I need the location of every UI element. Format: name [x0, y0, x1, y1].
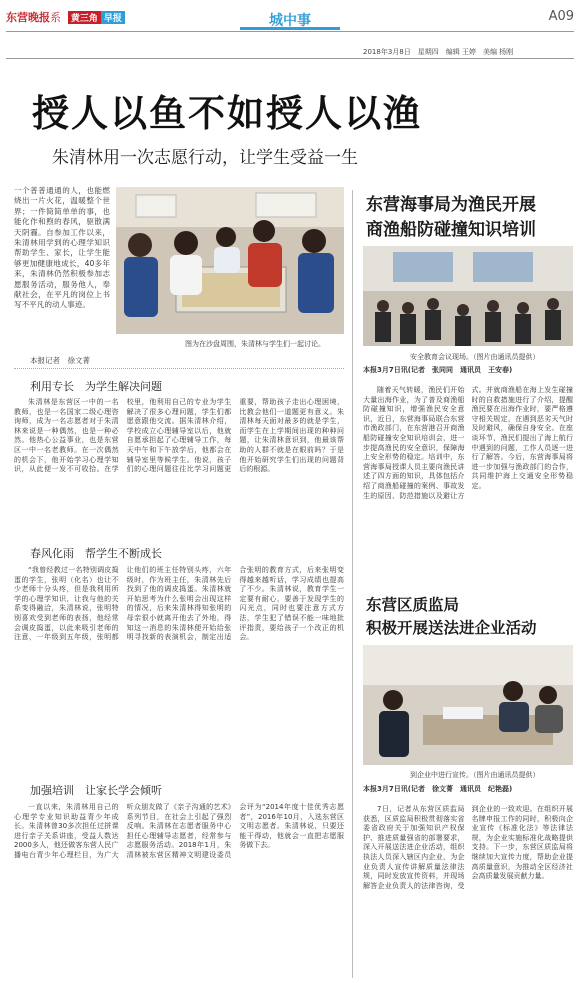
masthead-logo [6, 9, 125, 25]
lead-section3-body [14, 803, 344, 978]
article3-title-line1: 东营区质监局 [366, 596, 460, 614]
logo-suffix: 系 [50, 11, 61, 24]
article2-title-line2: 商渔船防碰撞知识培训 [366, 220, 536, 240]
header-rule [6, 31, 574, 32]
meeting-photo-image [363, 246, 573, 346]
article3-photo [363, 645, 573, 765]
article2-byline: 本报3月7日讯(记者 张同同 通讯员 王安春) [363, 366, 513, 374]
page-number: A09 [548, 9, 574, 24]
column-separator [352, 190, 353, 978]
lead-subtitle: 朱清林用一次志愿行动，让学生受益一生 [52, 148, 358, 168]
lead-photo-caption: 图为在沙盘周围，朱清林与学生们一起讨论。 [185, 340, 325, 348]
divider [14, 368, 344, 369]
header-rule-2 [6, 58, 574, 59]
article3-title-line2: 积极开展送法进企业活动 [366, 619, 537, 637]
badge-left: 黄三角 [68, 11, 101, 24]
article2-body [363, 386, 573, 568]
article2-photo-caption: 安全教育会议现场。（图片由通讯员提供） [410, 353, 540, 361]
article3-body [363, 805, 573, 978]
logo-text: 东营晚报 [6, 11, 50, 24]
lead-intro: 一个普普通通的人，也能燃烧出一片火花，温暖整个世界；一件简简单单的事，也能化作和煦的春风，驱散满天阴霾。自参加工作以来，朱清林用学到的心理学知识帮助学生、家长，让学生能够更加健康地成长，40多年来，朱清林仍然积极参加志愿服务活动，服务他人，奉献社会，在平凡的岗位上书写不平凡的动人事迹。 [14, 186, 110, 310]
article2-title-line1: 东营海事局为渔民开展 [366, 195, 536, 215]
badge-right: 早报 [101, 11, 125, 24]
lead-byline: 本报记者 徐文菁 [30, 356, 90, 365]
lead-section2-body [14, 566, 344, 768]
classroom-photo-image [116, 187, 344, 334]
article2-text: 随着天气转暖，渔民们开始大量出海作业，为了普及商渔船防碰撞知识，增强渔民安全意识，近日，东营海事局联合东营市渔政部门，在东营港召开商渔船防碰撞安全知识培训会，进一步提高渔民的安全意识，保障海上安全形势的稳定。培训中，东营海事局授课人员主要向渔民讲述了四方面的知识，具体包括介绍了商渔船碰撞的案例、事故发生的原因、防范措施以及避让方式。并就商渔船在海上发生碰撞时的自救措施进行了介绍，提醒渔民要在出海作业时，要严格遵守相关规定，在遇到恶劣天气时及时避风，确保自身安全。在座谈环节，渔民们提出了海上航行中遇到的问题，工作人员逐一进行了解答。今后，东营海事局将进一步加强与渔政部门的合作，共同维护海上交通安全形势稳定。 [363, 386, 573, 500]
lead-section3-text: 一直以来，朱清林用自己的心理学专业知识助益青少年成长。朱清林曾30多次担任过拼课进行亲子关系讲座，受益人数达2000多人，他还做客东营人民广播电台青少年心理栏目，为广大听众朋友做了《亲子沟通的艺术》系列节目，在社会上引起了强烈反响。朱清林在志愿者服务中心担任心理辅导志愿者，经常参与志愿服务活动。2018年1月，朱清林被东营区精神文明建设委员会评为“2014年度十佳优秀志愿者”，2016年10月，入选东营区文明志愿者。朱清林说，只要还能干得动，他就会一直把志愿服务做下去。 [14, 803, 344, 859]
dateline: 2018年3月8日 星期四 编辑 王婷 美编 杨刚 [363, 48, 514, 56]
section-tab [240, 0, 340, 30]
article3-text: 7日，记者从东营区质监局获悉，区质监局积极贯彻落实省委省政府关于加强知识产权保护、推进质量强省的部署要求，深入开展送法进企业活动，组织执法人员深入辖区内企业，为企业负责人宣传讲解质量法律法规，同时发放宣传资料，并现场解答企业负责人的法律咨询，受到企业的一致欢迎。在组织开展名牌申报工作的同时，积极向企业宣传《标准化法》等法律法规，为企业实施标准化战略提供支持。下一步，东营区质监局将继续加大宣传力度，帮助企业提高质量意识，为推动全区经济社会高质量发展贡献力量。 [363, 805, 573, 890]
article2-photo [363, 246, 573, 346]
lead-section1-body [14, 398, 344, 530]
lead-section2-text: “我曾经教过一名特别调皮捣蛋的学生，张明（化名）也让不少老师十分头疼，但是我利用所学的心理学知识，让我与他的关系变得融洽，朱清林说，张明特别喜欢受到老师的表扬，他经常会调皮捣蛋，以此来吸引老师的注意，一年级到五年级，张明都让他们的班主任特别头疼，六年级时，作为班主任，朱清林先后找到了他的调皮捣蛋。朱清林就开始思考为什么张明会出现这样的情况，后来朱清林得知张明的母亲很小就离开他去了外地，得知这一消息的朱清林便开始给张明寻找新的表演机会，制定出适合张明的教育方式，后来张明变得越来越听话，学习成绩也提高了不少。朱清林说，教育学生一定要有耐心，要善于发现学生的闪光点，同时也要注意方式方法，学生犯了错误不能一味地批评指责，要给孩子一个改正的机会。 [14, 566, 344, 642]
section-name: 城中事 [269, 13, 311, 29]
lead-title: 授人以鱼不如授人以渔 [32, 92, 422, 135]
lead-photo [116, 187, 344, 334]
lead-section1-head: 利用专长 为学生解决问题 [30, 380, 162, 393]
office-photo-image [363, 645, 573, 765]
article3-byline: 本报3月7日讯(记者 徐文菁 通讯员 纪艳磊) [363, 785, 513, 793]
lead-section3-head: 加强培训 让家长学会倾听 [30, 784, 162, 797]
lead-section2-head: 春风化雨 帮学生不断成长 [30, 547, 162, 560]
article3-photo-caption: 到企业中进行宣传。（图片由通讯员提供） [410, 771, 540, 779]
lead-section1-text: 朱清林是东营区一中的一名教师，也是一名国家二级心理咨询师，成为一名志愿者对于朱清林来说是一种偶然，也是一种必然。他热心公益事业，也是东营区一中一名老教师。在一次偶然的机会下，他开始学习心理学知识，从此便一发不可收拾。在学校里，他利用自己的专业为学生解决了很多心理问题，学生们都愿意跟他交流。据朱清林介绍，学校成立心理辅导室以后，他就自愿承担起了心理辅导工作，每天中午和下午放学后，他都会在辅导室里等候学生。他说，孩子们的心理问题往往比学习问题更重要，帮助孩子走出心理困境，比教会他们一道题更有意义。朱清林每天面对最多的就是学生，而学生在上学期间出现的种种问题，让朱清林意识到，他最该帮助的人群不就是在眼前吗？于是他开始研究学生们出现的问题背后的根源。 [14, 398, 344, 474]
